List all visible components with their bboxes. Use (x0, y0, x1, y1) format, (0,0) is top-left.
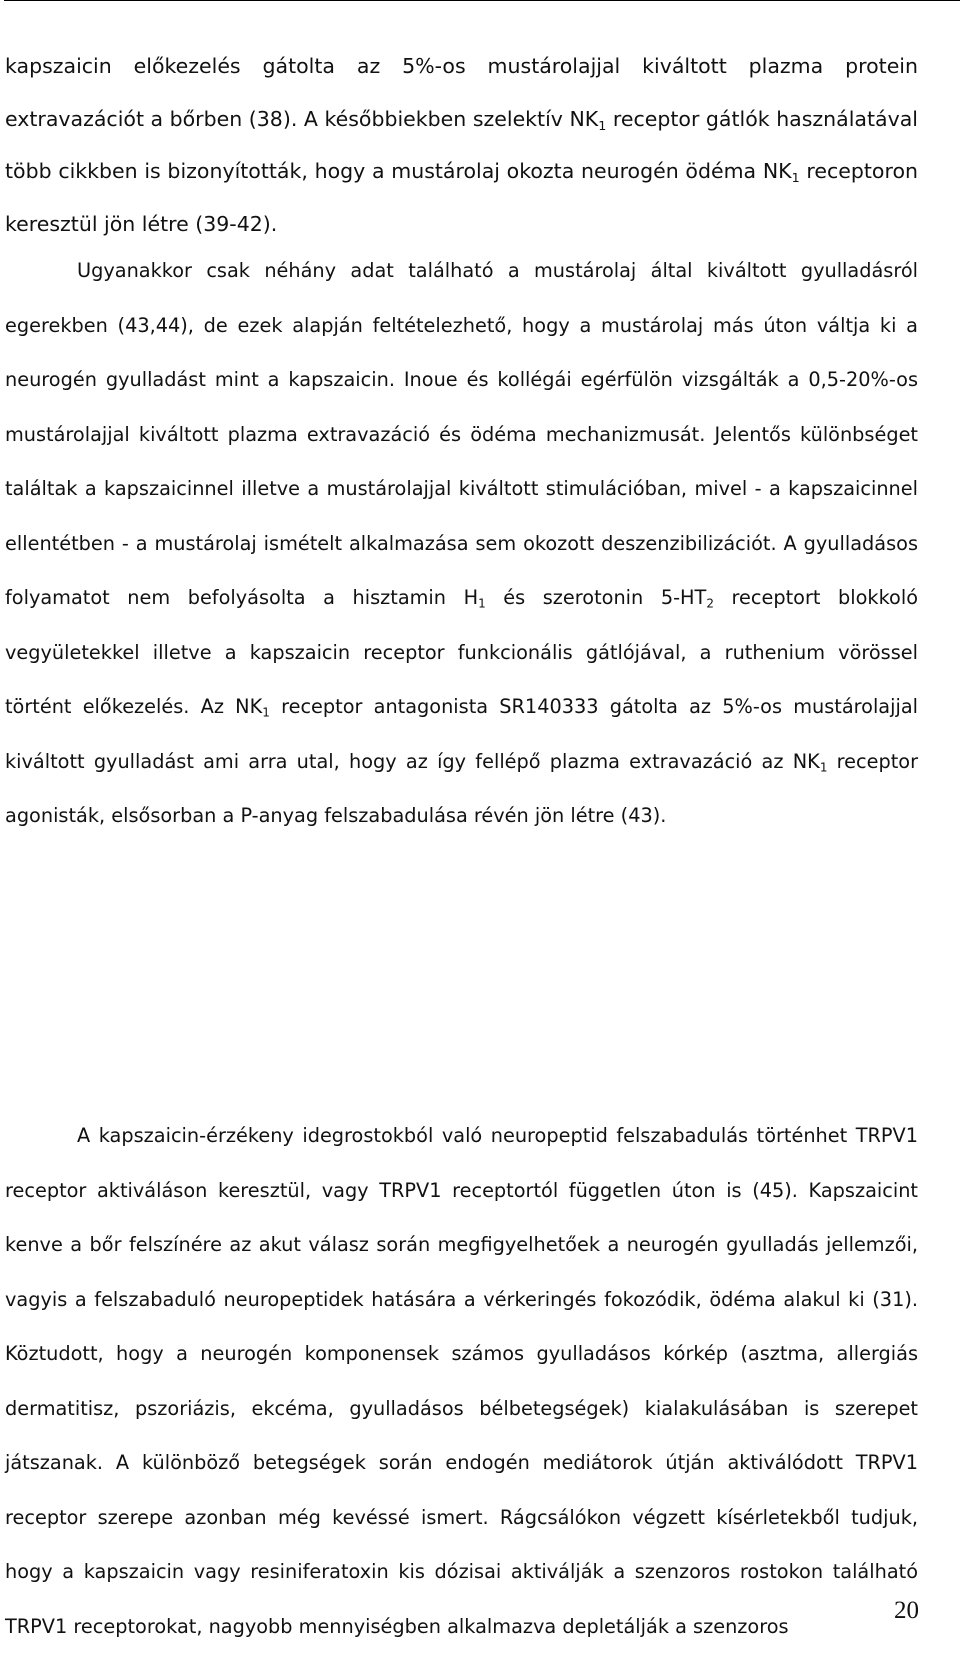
paragraph-1: kapszaicin előkezelés gátolta az 5%-os mustárolajjal kiváltott plazma protein extravazációt a bőrben (38). A későbbiekben szelektív $NK_1$ receptor gátlók használatával több cikkben is bizonyították, hogy a mustárolaj okozta neurogén ödéma $NK_1$ receptoron keresztül jön létre (39-42). (5, 54, 918, 236)
page-number: 20 (894, 1597, 919, 1624)
page-top-rule (4, 0, 960, 1)
paragraph-2: Ugyanakkor csak néhány adat található a mustárolaj által kiváltott gyulladásról egerekben (43,44), de ezek alapján feltételezhető, hogy a mustárolaj más úton váltja ki a neurogén gyulladást mint a kapszaicin. Inoue és kollégái egérfülön vizsgálták a 0,5-20%-os mustárolajjal kiváltott plazma extravazáció és ödéma mechanizmusát. Jelentős különbséget találtak a kapszaicinnel illetve a mustárolajjal kiváltott stimulációban, mivel - a kapszaicinnel ellentétben - a mustárolaj ismételt alkalmazása sem okozott deszenzibilizációt. A gyulladásos folyamatot nem befolyásolta a hisztamin $H_1$ és szerotonin $5-HT_2$ receptort blokkoló vegyületekkel illetve a kapszaicin receptor funkcionális gátlójával, a ruthenium vörössel történt előkezelés. Az $NK_1$ receptor antagonista SR140333 gátolta az 5%-os mustárolajjal kiváltott gyulladást ami arra utal, hogy az így fellépő plazma extravazáció az $NK_1$ receptor agonisták, elsősorban a P-anyag felszabadulása révén jön létre (43). (5, 259, 919, 827)
paragraph-3: A kapszaicin-érzékeny idegrostokból való neuropeptid felszabadulás történhet TRPV1 receptor aktiváláson keresztül, vagy TRPV1 receptortól független úton is (45). Kapszaicint kenve a bőr felszínére az akut válasz során megfigyelhetőek a neurogén gyulladás jellemzői, vagyis a felszabaduló neuropeptidek hatására a vérkeringés fokozódik, ödéma alakul ki (31). Köztudott, hogy a neurogén komponensek számos gyulladásos kórkép (asztma, allergiás dermatitisz, pszoriázis, ekcéma, gyulladásos bélbetegségek) kialakulásában is szerepet játszanak. A különböző betegségek során endogén mediátorok útján aktiválódott TRPV1 receptor szerepe azonban még kevéssé ismert. Rágcsálókon végzett kísérletekből tudjuk, hogy a kapszaicin vagy resiniferatoxin kis dózisai aktiválják a szenzoros rostokon található TRPV1 receptorokat, nagyobb mennyiségben alkalmazva depletálják a szenzoros (5, 1124, 918, 1638)
